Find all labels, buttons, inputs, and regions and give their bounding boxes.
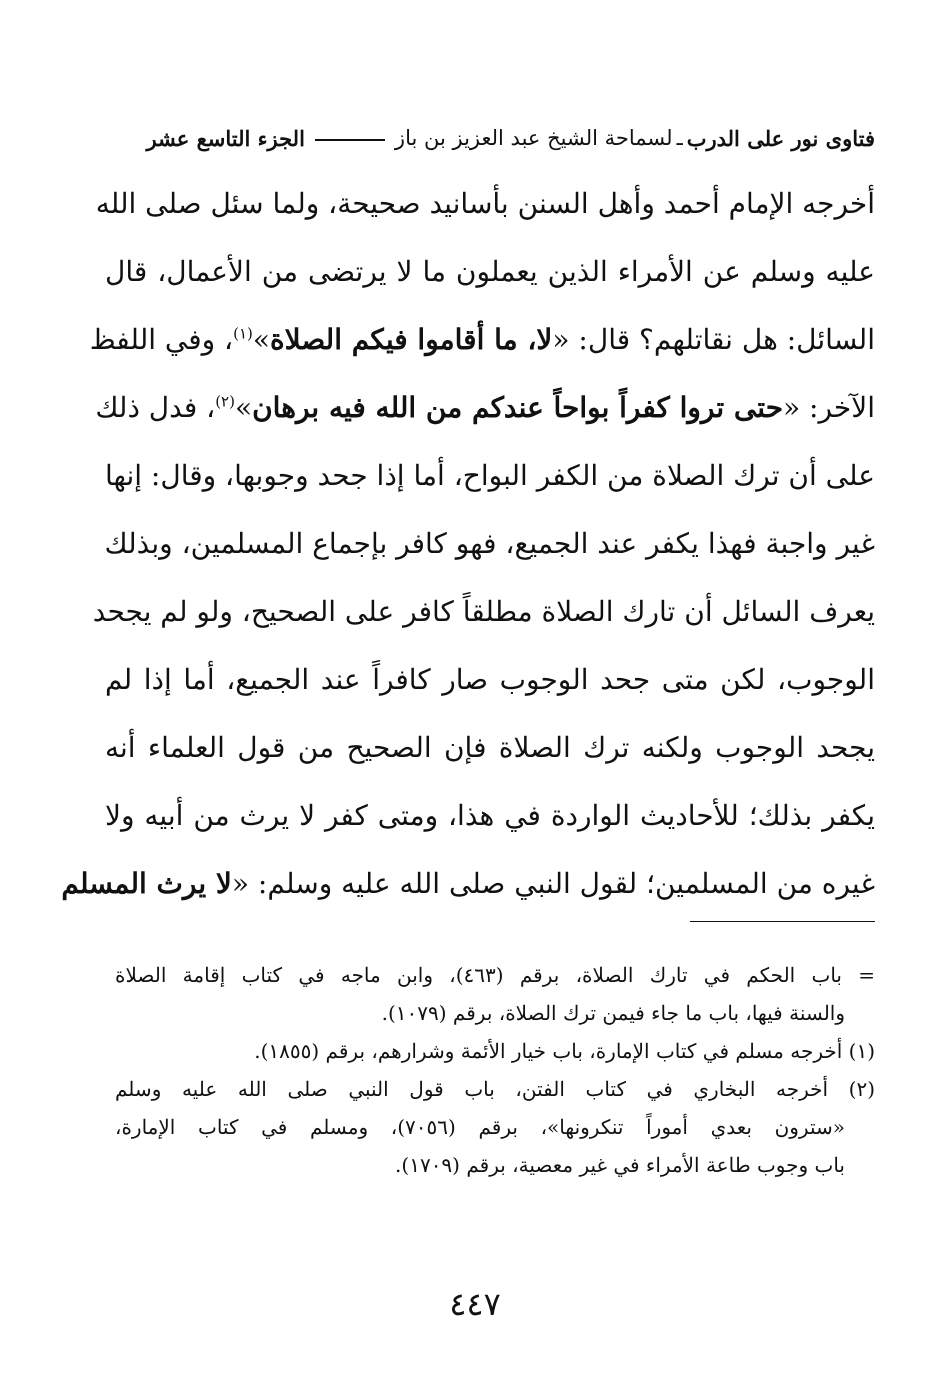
text-segment: » bbox=[252, 323, 271, 356]
footnote-divider bbox=[690, 921, 875, 922]
text-segment: غيره من المسلمين؛ لقول النبي صلى الله عليه وسلم: « bbox=[231, 867, 875, 900]
text-segment: ، وفي اللفظ bbox=[89, 323, 234, 356]
hadith-quote: حتى تروا كفراً بواحاً عندكم من الله فيه برهان bbox=[252, 391, 784, 424]
footnote-line: = باب الحكم في تارك الصلاة، برقم (٤٦٣)، وابن ماجه في كتاب إقامة الصلاة bbox=[115, 963, 876, 987]
text-line bbox=[61, 850, 875, 918]
text-line: أخرجه الإمام أحمد وأهل السنن بأسانيد صحيحة، ولما سئل صلى الله bbox=[95, 187, 875, 220]
header-separator: ـ bbox=[676, 126, 683, 150]
footnote-line: (٢) أخرجه البخاري في كتاب الفتن، باب قول النبي صلى الله عليه وسلم bbox=[115, 1077, 875, 1101]
text-line: عليه وسلم عن الأمراء الذين يعملون ما لا يرتضى من الأعمال، قال bbox=[105, 255, 875, 288]
author-name: لسماحة الشيخ عبد العزيز بن باز bbox=[394, 126, 673, 150]
footnote-line: والسنة فيها، باب ما جاء فيمن ترك الصلاة، برقم (١٠٧٩). bbox=[381, 1001, 845, 1025]
text-segment: » bbox=[234, 391, 253, 424]
footnotes bbox=[115, 956, 875, 1184]
text-segment: ، فدل ذلك bbox=[95, 391, 216, 424]
text-segment: السائل: هل نقاتلهم؟ قال: « bbox=[552, 323, 875, 356]
text-line: على أن ترك الصلاة من الكفر البواح، أما إذا جحد وجوبها، وقال: إنها bbox=[105, 459, 875, 492]
text-line: الوجوب، لكن متى جحد الوجوب صار كافراً عند الجميع، أما إذا لم bbox=[105, 663, 875, 696]
footnote-line: باب وجوب طاعة الأمراء في غير معصية، برقم (١٧٠٩). bbox=[395, 1153, 845, 1177]
footnote-reference: (١) bbox=[233, 324, 253, 343]
book-title: فتاوى نور على الدرب bbox=[686, 125, 875, 151]
text-line: غير واجبة فهذا يكفر عند الجميع، فهو كافر بإجماع المسلمين، وبذلك bbox=[104, 527, 875, 560]
text-line bbox=[89, 306, 875, 374]
text-line bbox=[95, 374, 875, 442]
hadith-quote: لا يرث المسلم bbox=[61, 867, 232, 900]
page-number: ٤٤٧ bbox=[449, 1285, 501, 1323]
text-line: يكفر بذلك؛ للأحاديث الواردة في هذا، ومتى كفر لا يرث من أبيه ولا bbox=[105, 799, 875, 832]
text-line: يعرف السائل أن تارك الصلاة مطلقاً كافر على الصحيح، ولو لم يجحد bbox=[92, 595, 875, 628]
text-segment: الآخر: « bbox=[783, 391, 875, 424]
volume-label: الجزء التاسع عشر bbox=[146, 125, 305, 151]
main-text bbox=[61, 170, 875, 918]
footnote-line: «سترون بعدي أموراً تنكرونها»، برقم (٧٠٥٦)، ومسلم في كتاب الإمارة، bbox=[115, 1115, 845, 1139]
footnote-reference: (٢) bbox=[215, 392, 235, 411]
running-header bbox=[120, 118, 875, 158]
text-line: يجحد الوجوب ولكنه ترك الصلاة فإن الصحيح من قول العلماء أنه bbox=[105, 731, 875, 764]
hadith-quote: لا، ما أقاموا فيكم الصلاة bbox=[270, 323, 553, 356]
header-rule bbox=[315, 139, 385, 141]
footnote-line: (١) أخرجه مسلم في كتاب الإمارة، باب خيار الأئمة وشرارهم، برقم (١٨٥٥). bbox=[254, 1039, 875, 1063]
